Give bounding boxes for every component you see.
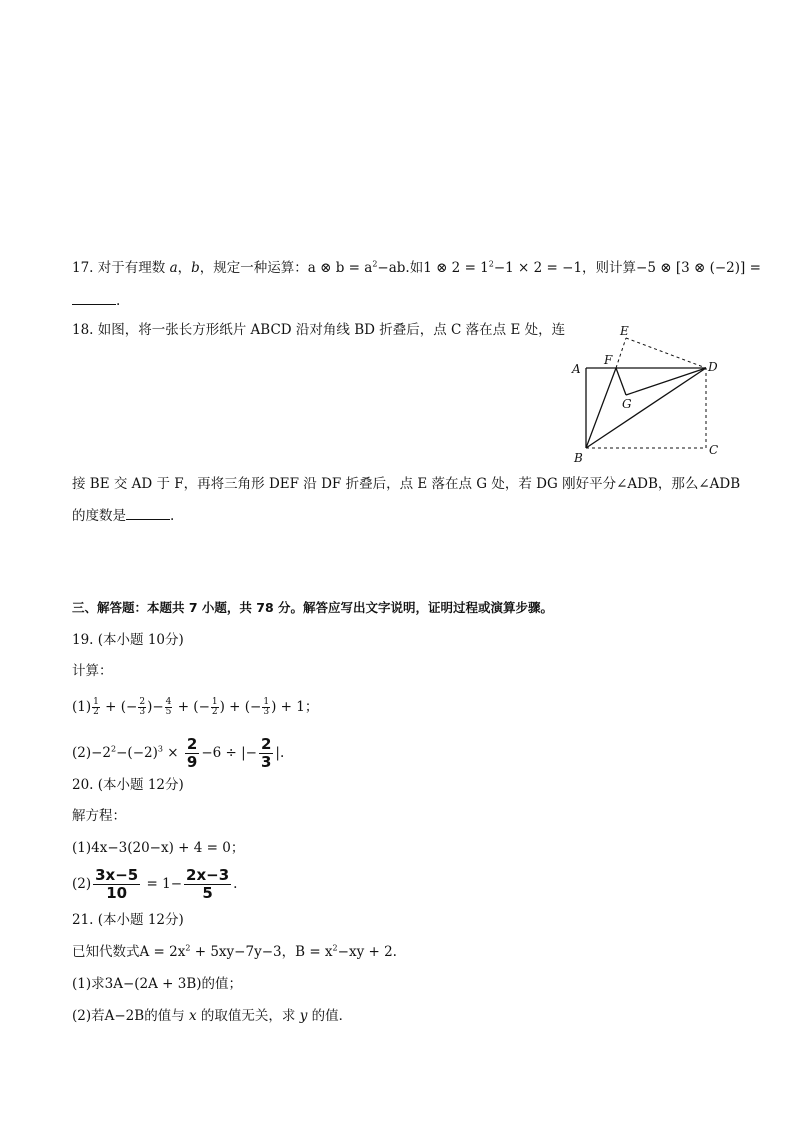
question-20-header: 20. (本小题 12分) bbox=[72, 777, 184, 793]
question-19-part1: (1) $\frac{1}{2}$ + (− $\frac{2}{3}$ )− $\frac{4}{5}$ + (− $\frac{1}{2}$ ) + (− $\frac{1}{3}$ ) + 1； bbox=[72, 697, 319, 717]
fraction: $\frac{2}{3}$ bbox=[260, 735, 272, 771]
fraction: $\frac{3x-5}{10}$ bbox=[95, 866, 139, 902]
fraction: $\frac{1}{2}$ bbox=[211, 697, 218, 717]
fraction: $\frac{4}{5}$ bbox=[165, 697, 172, 717]
question-20-part1: (1)4x−3(20−x) + 4 = 0； bbox=[72, 840, 245, 856]
question-21-part2: (2)若A−2B的值与 x 的取值无关，求 y 的值． bbox=[72, 1008, 353, 1024]
segment-gd bbox=[626, 368, 706, 395]
section-3-title: 三、解答题：本题共 7 小题，共 78 分。解答应写出文字说明，证明过程或演算步骤。 bbox=[72, 600, 554, 615]
fraction: $\frac{1}{2}$ bbox=[93, 697, 99, 717]
question-17-answer-line: . bbox=[72, 291, 120, 311]
question-18-line1: 18. 如图，将一张长方形纸片 ABCD 沿对角线 BD 折叠后，点 C 落在点 E 处，连 bbox=[72, 322, 566, 338]
fraction: $\frac{2x-3}{5}$ bbox=[186, 866, 230, 902]
label-a: A bbox=[572, 362, 581, 376]
label-f: F bbox=[604, 353, 613, 367]
answer-blank[interactable] bbox=[126, 507, 170, 520]
label-g: G bbox=[622, 397, 632, 411]
question-19-instruction: 计算： bbox=[72, 663, 113, 679]
segment-ed-dashed bbox=[626, 338, 706, 368]
segment-fg bbox=[616, 368, 626, 395]
question-19-part2: $(2)-2^2-(-2)^3$ × $\frac{2}{9}$ −6 ÷ |− $\frac{2}{3}$ |. bbox=[72, 735, 285, 771]
label-e: E bbox=[620, 324, 629, 338]
question-20-part2: (2) $\frac{3x-5}{10}$ = 1− $\frac{2x-3}{5}$ . bbox=[72, 866, 238, 902]
diagonal-bd bbox=[586, 368, 706, 448]
folding-rectangle-figure bbox=[568, 322, 728, 466]
question-21-header: 21. (本小题 12分) bbox=[72, 912, 184, 928]
question-20-instruction: 解方程： bbox=[72, 808, 126, 824]
label-c: C bbox=[709, 443, 719, 457]
label-d: D bbox=[708, 360, 718, 374]
question-18-line3: 的度数是 . bbox=[72, 508, 175, 524]
question-21-part1: (1)求3A−(2A + 3B)的值； bbox=[72, 976, 243, 992]
question-21-given: 已知代数式$A = 2x^2 + 5xy-7y-3$，$B = x^2-xy + 2$. bbox=[72, 943, 397, 960]
label-b: B bbox=[574, 451, 583, 465]
question-18-line2: 接 BE 交 AD 于 F，再将三角形 DEF 沿 DF 折叠后，点 E 落在点 G 处，若 DG 刚好平分∠ADB，那么∠ADB bbox=[72, 476, 741, 492]
segment-bf bbox=[586, 368, 616, 448]
answer-blank[interactable] bbox=[72, 292, 116, 305]
fraction: $\frac{2}{3}$ bbox=[139, 697, 146, 717]
fraction: $\frac{1}{3}$ bbox=[263, 697, 270, 717]
question-19-header: 19. (本小题 10分) bbox=[72, 632, 184, 648]
question-17-line1: 17. 对于有理数 a，b，规定一种运算：a ⊗ $b = a^2-ab$.如1 ⊗ $2 = 1^2-1 \times 2 = -1$，则计算−5 ⊗ [3 ⊗ (−2)] = bbox=[72, 259, 761, 276]
fraction: $\frac{2}{9}$ bbox=[186, 735, 198, 771]
segment-fe-dashed bbox=[616, 338, 626, 368]
